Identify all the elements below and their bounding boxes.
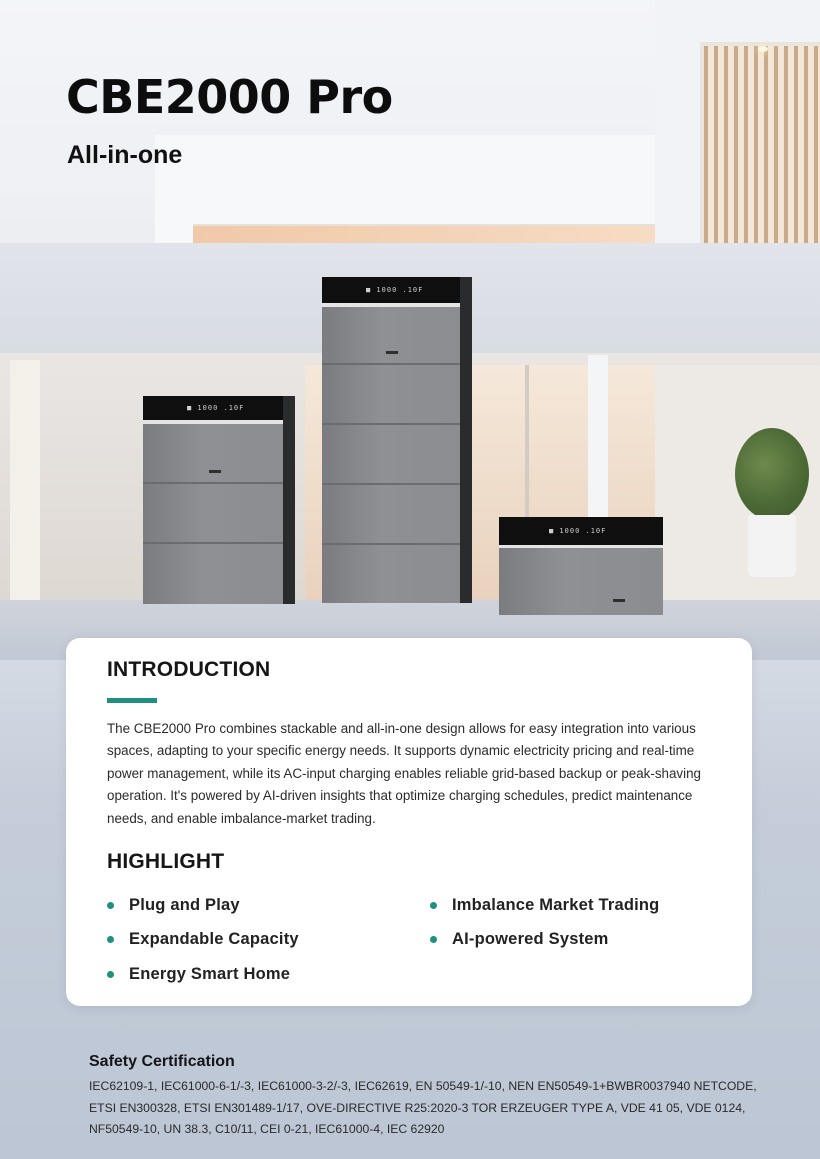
right-window <box>700 42 820 258</box>
introduction-heading: INTRODUCTION <box>107 658 271 681</box>
accent-bar <box>107 698 157 703</box>
battery-display-panel <box>143 396 295 420</box>
highlight-label: AI-powered System <box>452 930 609 948</box>
battery-unit-tall <box>322 277 472 603</box>
left-glass <box>10 360 40 600</box>
bullet-dot-icon <box>430 936 437 943</box>
plant-icon <box>735 428 809 520</box>
bullet-dot-icon <box>107 902 114 909</box>
highlight-heading: HIGHLIGHT <box>107 850 225 873</box>
plant-pot <box>748 515 796 577</box>
battery-unit-right <box>499 517 663 615</box>
safety-certification-list: IEC62109-1, IEC61000-6-1/-3, IEC61000-3-2/-3, IEC62619, EN 50549-1/-10, NEN EN50549-1+BWBR0037940 NETCODE, ETSI EN300328, ETSI EN301489-1/17, OVE-DIRECTIVE R25:2020-3 TOR ERZEUGER TYPE A, VDE 41 05, VDE 0124, NF50549-10, UN 38.3, C10/11, CEI 0-21, IEC61000-4, IEC 62920 <box>89 1079 757 1136</box>
safety-certification-title: Safety Certification <box>89 1053 235 1070</box>
highlight-label: Plug and Play <box>129 896 240 914</box>
list-item <box>430 930 609 949</box>
bullet-dot-icon <box>430 902 437 909</box>
list-item <box>107 896 240 915</box>
brand-logo-mark <box>386 351 398 354</box>
introduction-text: The CBE2000 Pro combines stackable and all-in-one design allows for easy integration into various spaces, adapting to your specific energy needs. It supports dynamic electricity pricing and real-time power management, while its AC-input charging enables reliable grid-based backup or peak-shaving operation. It's powered by AI-driven insights that optimize charging schedules, predict maintenance needs, and enable imbalance-market trading. <box>107 721 701 826</box>
brand-logo-mark <box>613 599 625 602</box>
highlight-label: Imbalance Market Trading <box>452 896 660 914</box>
list-item <box>107 965 290 984</box>
battery-unit-left <box>143 396 295 604</box>
bullet-dot-icon <box>107 971 114 978</box>
battery-display-panel <box>499 517 663 545</box>
battery-display-readout: ■ 1000 .10F <box>187 404 245 412</box>
page-title: CBE2000 Pro <box>66 70 393 124</box>
battery-display-readout: ■ 1000 .10F <box>366 286 424 294</box>
highlight-label: Energy Smart Home <box>129 965 291 983</box>
brand-logo-mark <box>209 470 221 473</box>
upper-window <box>193 224 655 245</box>
battery-display-panel <box>322 277 472 303</box>
ceiling-lamp <box>758 46 768 52</box>
list-item <box>107 930 299 949</box>
info-card <box>66 638 752 1006</box>
bullet-dot-icon <box>107 936 114 943</box>
battery-display-readout: ■ 1000 .10F <box>549 527 607 535</box>
highlight-label: Expandable Capacity <box>129 930 299 948</box>
page-subtitle: All-in-one <box>67 141 183 169</box>
list-item <box>430 896 659 915</box>
